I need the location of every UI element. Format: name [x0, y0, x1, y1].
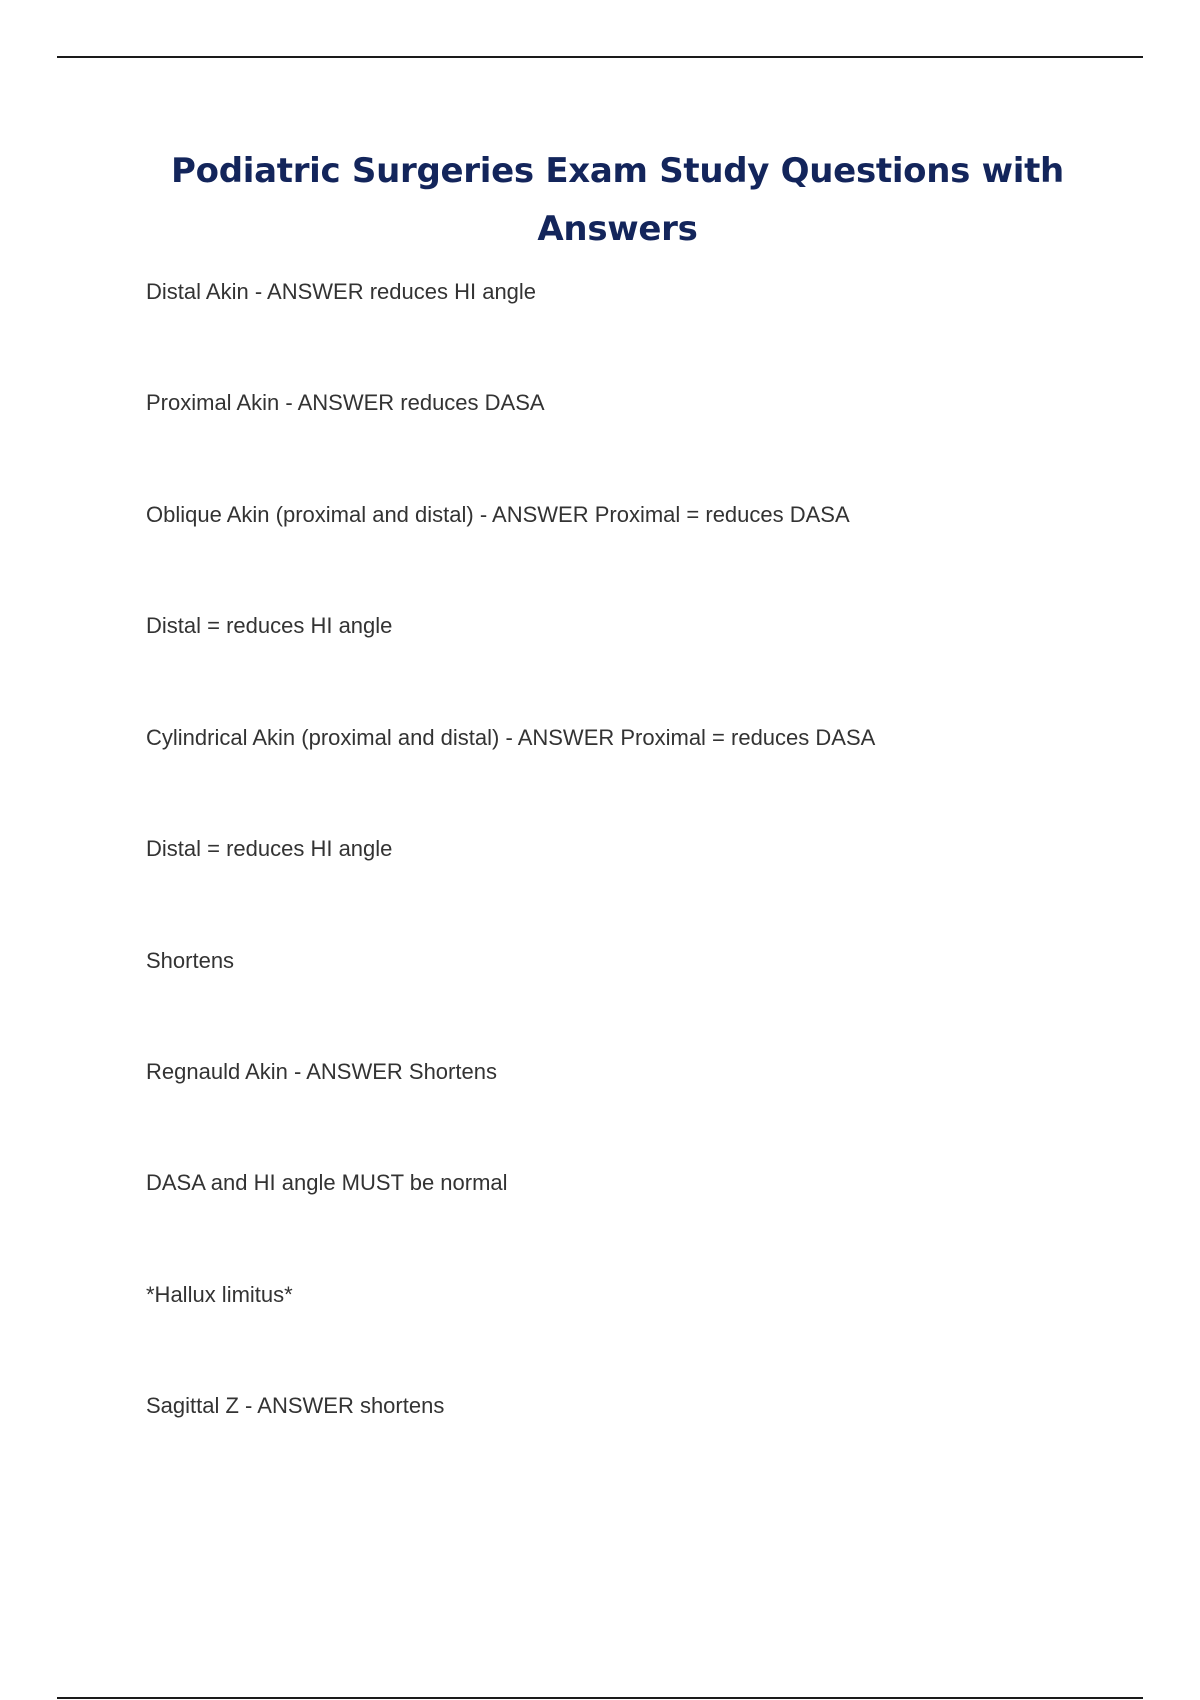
qa-line: Cylindrical Akin (proximal and distal) - ANSWER Proximal = reduces DASA [146, 725, 876, 750]
qa-line: Distal Akin - ANSWER reduces HI angle [146, 279, 537, 304]
qa-line: Proximal Akin - ANSWER reduces DASA [146, 390, 545, 415]
top-rule [57, 56, 1143, 58]
qa-line: Oblique Akin (proximal and distal) - ANSWER Proximal = reduces DASA [146, 502, 850, 527]
bottom-rule [57, 1697, 1143, 1699]
qa-line: DASA and HI angle MUST be normal [146, 1170, 508, 1195]
qa-line: Regnauld Akin - ANSWER Shortens [146, 1059, 497, 1084]
qa-line: Shortens [146, 948, 235, 973]
qa-line: Distal = reduces HI angle [146, 836, 393, 861]
qa-line: *Hallux limitus* [146, 1282, 293, 1307]
qa-line: Sagittal Z - ANSWER shortens [146, 1393, 445, 1418]
document-title: Podiatric Surgeries Exam Study Questions with Answers [171, 151, 1064, 249]
qa-line: Distal = reduces HI angle [146, 613, 393, 638]
